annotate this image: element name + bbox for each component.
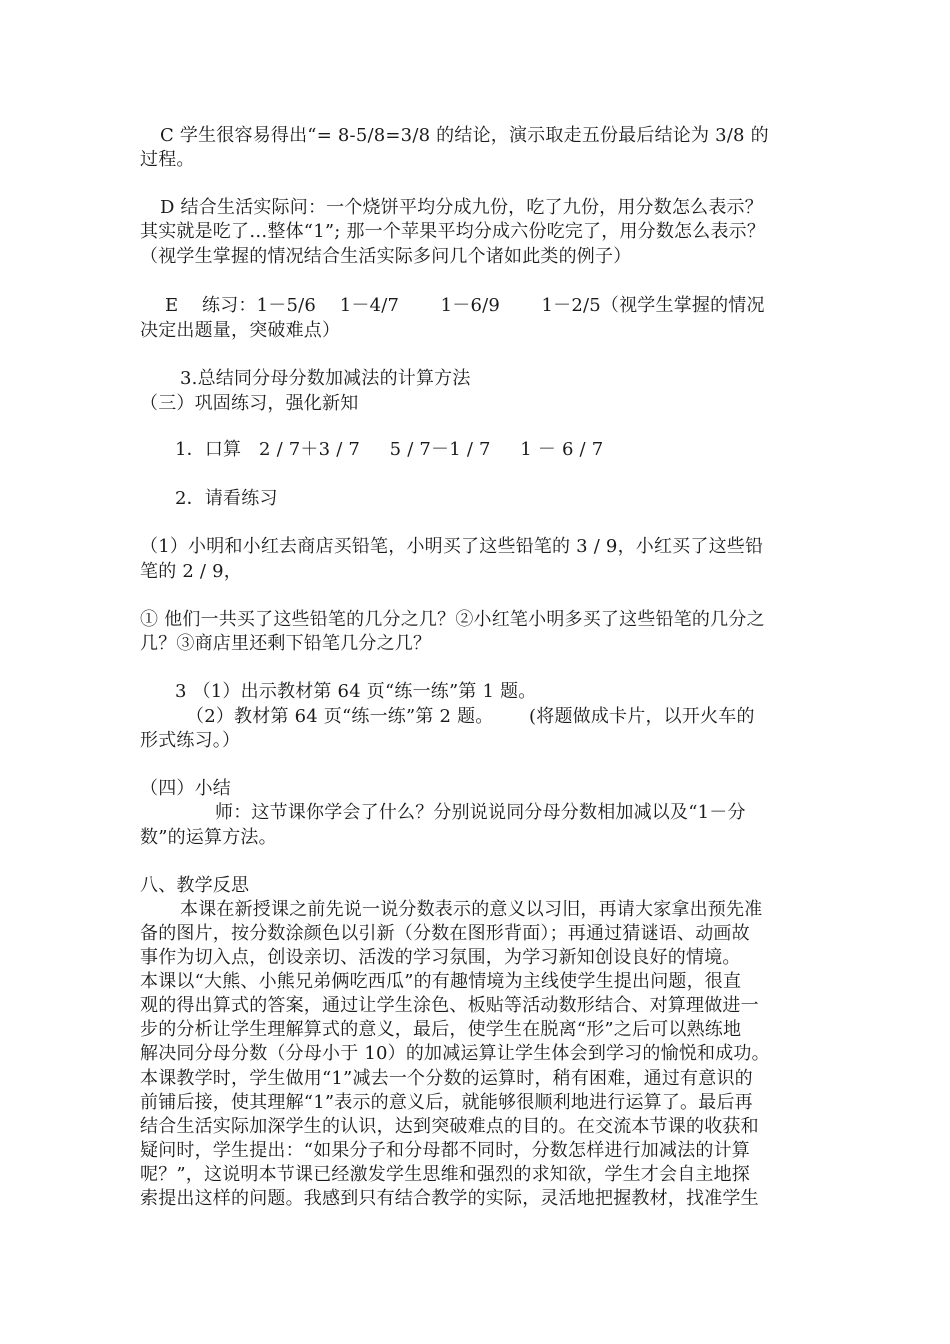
- section-heading: （三）巩固练习，强化新知: [140, 393, 359, 414]
- text-line: 笔的 2 / 9，: [140, 561, 242, 582]
- text-line: 3.总结同分母分数加减法的计算方法: [180, 368, 471, 389]
- text-line: 前铺后接，使其理解“1”表示的意义后，就能够很顺利地进行运算了。最后再: [140, 1092, 753, 1113]
- text-line: 决定出题量，突破难点）: [140, 320, 341, 341]
- text-line: 结合生活实际加深学生的认识，达到突破难点的目的。在交流本节课的收获和: [140, 1116, 759, 1137]
- text-line: 疑问时，学生提出：“如果分子和分母都不同时，分数怎样进行加减法的计算: [140, 1140, 750, 1161]
- text-line: 呢？”，这说明本节课已经激发学生思维和强烈的求知欲，学生才会自主地探: [140, 1164, 750, 1185]
- text-line: 2．请看练习: [175, 488, 278, 509]
- section-heading: 八、教学反思: [140, 875, 250, 896]
- text-line: 其实就是吃了…整体“1”; 那一个苹果平均分成六份吃完了，用分数怎么表示？: [140, 221, 766, 242]
- text-line: 本课教学时，学生做用“1”减去一个分数的运算时，稍有困难，通过有意识的: [140, 1068, 753, 1089]
- text-line: D 结合生活实际问：一个烧饼平均分成九份，吃了九份，用分数怎么表示？: [160, 197, 763, 218]
- text-line: （2）教材第 64 页“练一练”第 2 题。 (将题做成卡片，以开火车的: [186, 706, 755, 727]
- text-line: ① 他们一共买了这些铅笔的几分之几？②小红笔小明多买了这些铅笔的几分之: [140, 609, 765, 630]
- section-heading: （四）小结: [140, 778, 231, 799]
- text-line: 3 （1）出示教材第 64 页“练一练”第 1 题。: [175, 681, 537, 702]
- text-line: （1）小明和小红去商店买铅笔，小明买了这些铅笔的 3 / 9，小红买了这些铅: [140, 536, 764, 557]
- text-line: 本课以“大熊、小熊兄弟俩吃西瓜”的有趣情境为主线使学生提出问题，很直: [140, 971, 742, 992]
- text-line: 事作为切入点，创设亲切、活泼的学习氛围，为学习新知创设良好的情境。: [140, 947, 741, 968]
- text-line: 1．口算 2 / 7＋3 / 7 5 / 7－1 / 7 1 － 6 / 7: [175, 439, 604, 460]
- text-line: 解决同分母分数（分母小于 10）的加减运算让学生体会到学习的愉悦和成功。: [140, 1043, 770, 1064]
- text-line: C 学生很容易得出“= 8-5/8=3/8 的结论，演示取走五份最后结论为 3/8 的: [160, 125, 769, 146]
- text-line: 备的图片，按分数涂颜色以引新（分数在图形背面）；再通过猜谜语、动画故: [140, 923, 750, 944]
- text-line: E 练习：1－5/6 1－4/7 1－6/9 1－2/5（视学生掌握的情况: [165, 295, 765, 316]
- text-line: 过程。: [140, 149, 195, 170]
- text-line: （视学生掌握的情况结合生活实际多问几个诸如此类的例子）: [140, 246, 632, 267]
- text-line: 步的分析让学生理解算式的意义，最后，使学生在脱离“形”之后可以熟练地: [140, 1019, 742, 1040]
- text-line: 本课在新授课之前先说一说分数表示的意义以习旧，再请大家拿出预先准: [180, 899, 763, 920]
- text-line: 几？③商店里还剩下铅笔几分之几？: [140, 633, 432, 654]
- text-line: 观的得出算式的答案，通过让学生涂色、板贴等活动数形结合、对算理做进一: [140, 995, 759, 1016]
- text-line: 数”的运算方法。: [140, 827, 277, 848]
- text-line: 索提出这样的问题。我感到只有结合教学的实际，灵活地把握教材，找准学生: [140, 1188, 759, 1209]
- text-line: 形式练习。）: [140, 730, 241, 751]
- text-line: 师：这节课你学会了什么？分别说说同分母分数相加减以及“1－分: [215, 802, 746, 823]
